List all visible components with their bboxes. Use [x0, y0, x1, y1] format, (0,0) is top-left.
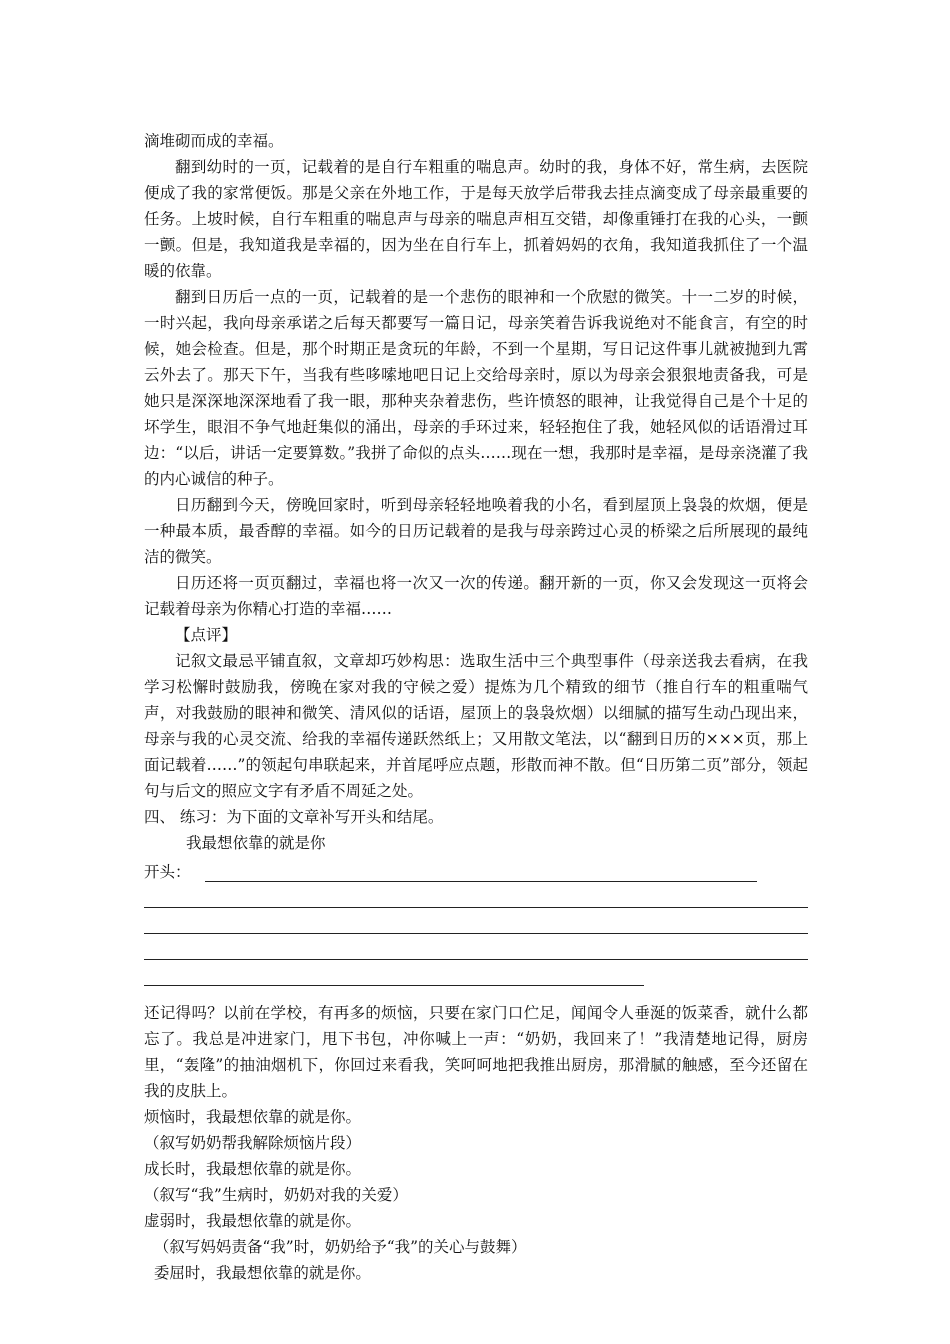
- exercise-line-4: 委屈时，我最想依靠的就是你。: [144, 1264, 371, 1282]
- paragraph-diary: 翻到日历后一点的一页，记载着的是一个悲伤的眼神和一个欣慰的微笑。十一二岁的时候，一时兴起，我向母亲承诺之后每天都要写一篇日记，母亲笑着告诉我说绝对不能食言，有空的时候，她会检查。但是，那个时期正是贪玩的年龄，不到一个星期，写日记这件事儿就被抛到九霄云外去了。那天下午，当我有些哆嗦地吧日记上交给母亲时，原以为母亲会狠狠地责备我，可是她只是深深地深深地看了我一眼，那种夹杂着悲伤，些许愤怒的眼神，让我觉得自己是个十足的坏学生，眼泪不争气地赶集似的涌出，母亲的手环过来，轻轻抱住了我，她轻风似的话语滑过耳边：“以后，讲话一定要算数。”我拼了命似的点头……现在一想，我那时是幸福，是母亲浇灌了我的内心诚信的种子。: [144, 288, 808, 488]
- paragraph-future: 日历还将一页页翻过，幸福也将一次又一次的传递。翻开新的一页，你又会发现这一页将会记载着母亲为你精心打造的幸福……: [144, 574, 808, 618]
- opening-label: 开头：: [144, 863, 191, 881]
- exercise-title: 我最想依靠的就是你: [186, 834, 326, 852]
- write-line-4[interactable]: [144, 960, 644, 986]
- exercise-heading: 四、 练习：为下面的文章补写开头和结尾。: [144, 808, 444, 826]
- paragraph-intro-end: 滴堆砌而成的幸福。: [144, 132, 284, 150]
- exercise-note-3: （叙写妈妈责备“我”时，奶奶给予“我”的关心与鼓舞）: [144, 1238, 527, 1256]
- exercise-body: 还记得吗？以前在学校，有再多的烦恼，只要在家门口伫足，闻闻令人垂涎的饭菜香，就什么都忘了。我总是冲进家门，甩下书包，冲你喊上一声：“奶奶，我回来了！”我清楚地记得，厨房里，“轰隆”的抽油烟机下，你回过来看我，笑呵呵地把我推出厨房，那滑腻的触感，至今还留在我的皮肤上。: [144, 1004, 808, 1100]
- exercise-line-1: 烦恼时，我最想依靠的就是你。: [144, 1108, 362, 1126]
- write-line-2[interactable]: [144, 908, 808, 934]
- exercise-line-2: 成长时，我最想依靠的就是你。: [144, 1160, 362, 1178]
- exercise-line-3: 虚弱时，我最想依靠的就是你。: [144, 1212, 362, 1230]
- exercise-note-2: （叙写“我”生病时，奶奶对我的关爱）: [144, 1186, 408, 1204]
- paragraph-today: 日历翻到今天，傍晚回家时，听到母亲轻轻地唤着我的小名，看到屋顶上袅袅的炊烟，便是一种最本质，最香醇的幸福。如今的日历记载着的是我与母亲跨过心灵的桥梁之后所展现的最纯洁的微笑。: [144, 496, 808, 566]
- exercise-note-1: （叙写奶奶帮我解除烦恼片段）: [144, 1134, 362, 1152]
- spacer: [144, 986, 808, 1000]
- comment-heading: 【点评】: [175, 626, 238, 644]
- paragraph-bicycle: 翻到幼时的一页，记载着的是自行车粗重的喘息声。幼时的我，身体不好，常生病，去医院便成了我的家常便饭。那是父亲在外地工作，于是每天放学后带我去挂点滴变成了母亲最重要的任务。上坡时候，自行车粗重的喘息声与母亲的喘息声相互交错，却像重锤打在我的心头，一颤一颤。但是，我知道我是幸福的，因为坐在自行车上，抓着妈妈的衣角，我知道我抓住了一个温暖的依靠。: [144, 158, 808, 280]
- opening-write-line[interactable]: [205, 864, 757, 882]
- comment-text: 记叙文最忌平铺直叙，文章却巧妙构思：选取生活中三个典型事件（母亲送我去看病，在我学习松懈时鼓励我，傍晚在家对我的守候之爱）提炼为几个精致的细节（推自行车的粗重喘气声，对我鼓励的眼神和微笑、清风似的话语，屋顶上的袅袅炊烟）以细腻的描写生动凸现出来，母亲与我的心灵交流、给我的幸福传递跃然纸上；又用散文笔法，以“翻到日历的×××页，那上面记载着……”的领起句串联起来，并首尾呼应点题，形散而神不散。但“日历第二页”部分，领起句与后文的照应文字有矛盾不周延之处。: [144, 652, 808, 800]
- opening-row: [144, 856, 808, 882]
- write-line-3[interactable]: [144, 934, 808, 960]
- document-page: [144, 128, 808, 1286]
- write-line-1[interactable]: [144, 882, 808, 908]
